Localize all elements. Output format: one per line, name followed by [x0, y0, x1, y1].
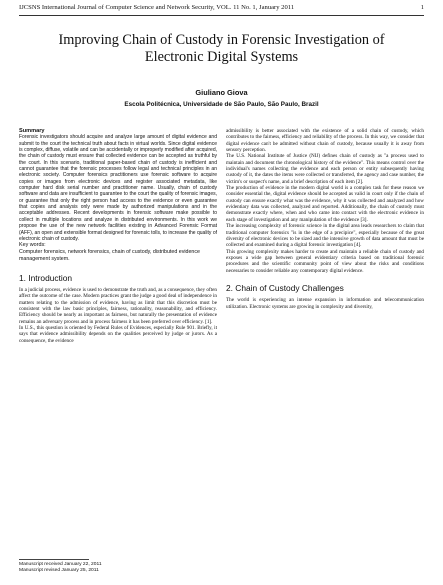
body-paragraph: The world is experiencing an intense expansion in information and telecommunication utilization. Electronic systems are growing in complexity and diversity,	[226, 297, 424, 310]
journal-header: IJCSNS International Journal of Computer Science and Network Security, VOL. 11 No. 1, January 2011	[19, 4, 295, 11]
footnote-received: Manuscript received January 22, 2011	[19, 562, 102, 567]
footnotes	[19, 562, 102, 574]
author-affiliation: Escola Politécnica, Universidade de São Paulo, São Paulo, Brazil	[124, 101, 319, 108]
page-number: 1	[420, 4, 424, 11]
keywords-heading: Key words:	[19, 242, 46, 249]
section-heading-challenges: 2. Chain of Custody Challenges	[226, 282, 344, 293]
summary-text: Forensic investigators should acquire and analyze large amount of digital evidence and submit to the court the technical truth about facts in virtual worlds. Since digital evidence is complex, diffuse, volatile and can be accidentally or improperly modified after acquired, the chain of custody must ensure that collected evidence can be accepted as truthful by the court. In this scenario, traditional paper-based chain of custody is inefficient and cannot guarantee that the forensic processes follow legal and technical principles in an electronic society. Computer forensics practitioners use forensic software to acquire copies or images from electronic devices and register associated metadata, like computer hard disk serial number and practitioner name. Usually, chain of custody software and data are insufficient to guarantee to the court the quality of forensic images, or guarantee that only the right person had access to the evidence or even guarantee that copies and analysis only were made by authorized manipulations and in the acceptable addresses. Recent developments in forensic software make possible to collect in multiple locations and analyze in distributed environments. In this work we propose the use of the new network facilities existing in Advanced Forensic Format (AFF), an open and extensible format designed for forensic tolls, to increase the quality of electronic chain of custody.	[19, 134, 217, 242]
body-paragraph: In a judicial process, evidence is used to demonstrate the truth and, as a consequence, they often affect the outcome of the case. Modern practices grant the judge a good deal of independence in matters relating to the admission of evidence, having as limit that this discretion must be consistent with the law basic principles, fairness, rationality, reasonability, and efficiency. Efficiency should be nearly as important as fairness, but naturally the presentation of evidence remains an adversary process and in process fairness it has been preferred over efficiency. [1].	[19, 287, 217, 325]
body-paragraph: admissibility is better associated with the existence of a solid chain of custody, which contributes to the fairness, efficiency and reliability of the process. In this way, we consider that digital evidence can't be admitted without chain of custody, because usually it is away from sensory perception.	[226, 128, 424, 154]
footnote-revised: Manuscript revised January 25, 2011	[19, 567, 99, 573]
body-paragraph: The U.S. National Institute of Justice (NIJ) defines chain of custody as "a process used to maintain and document the chronological history of the evidence". This means control over the individual's names collecting the evidence and each person or entity subsequently having custody of it, the dates the items were collected or transferred, the agency and case number, the victim's or suspect's name, and a brief description of each item [2].	[226, 153, 424, 185]
paper-title: Improving Chain of Custody in Forensic Investigation of Electronic Digital Systems	[58, 32, 385, 65]
body-paragraph: This growing complexity makes harder to create and maintain a reliable chain of custody and exposes a wide gap between general evidentiary criteria based on traditional forensic procedures and the scientific community point of view about the risks and conditions necessaries to consider reliable any contemporary digital evidence.	[226, 248, 424, 274]
body-paragraph: In U.S., this question is oriented by Federal Rules of Evidences, especially Rule 901. Briefly, it says that evidence admissibility depends on the qualities perceived by judge or jurors. As a consequence, the evidence	[19, 325, 217, 344]
keywords-text: Computer forensics, network forensics, chain of custody, distributed evidence management system.	[19, 248, 200, 263]
section-heading-introduction: 1. Introduction	[19, 272, 73, 283]
header-rule	[19, 15, 424, 16]
body-paragraph: The production of evidence in the modern digital world is a complex task for these reason we consider essential the, digital evidence should be accepted as valid in court only if the chain of custody can ensure exactly what was the evidence, why it was collected and analyzed and how evidentiary data was collected, analyzed and reported. Additionally, the chain of custody must demonstrate exactly where, when and who came into contact with the electronic evidence in each stage of investigation and any manipulation of the evidence [3].	[226, 185, 424, 223]
author-name: Giuliano Giova	[195, 88, 248, 97]
body-paragraph: The increasing complexity of forensic science in the digital area leads researchers to claim that traditional computer forensics "is in the edge of a precipice", especially because of the great diversity of electronic devices to be sized and the intensive growth of data amount that must be collected and examined during a digital forensic investigation [4].	[226, 223, 424, 249]
right-column	[226, 128, 424, 310]
summary-heading: Summary	[19, 128, 45, 134]
footnote-rule	[19, 559, 89, 560]
left-column	[19, 128, 217, 344]
